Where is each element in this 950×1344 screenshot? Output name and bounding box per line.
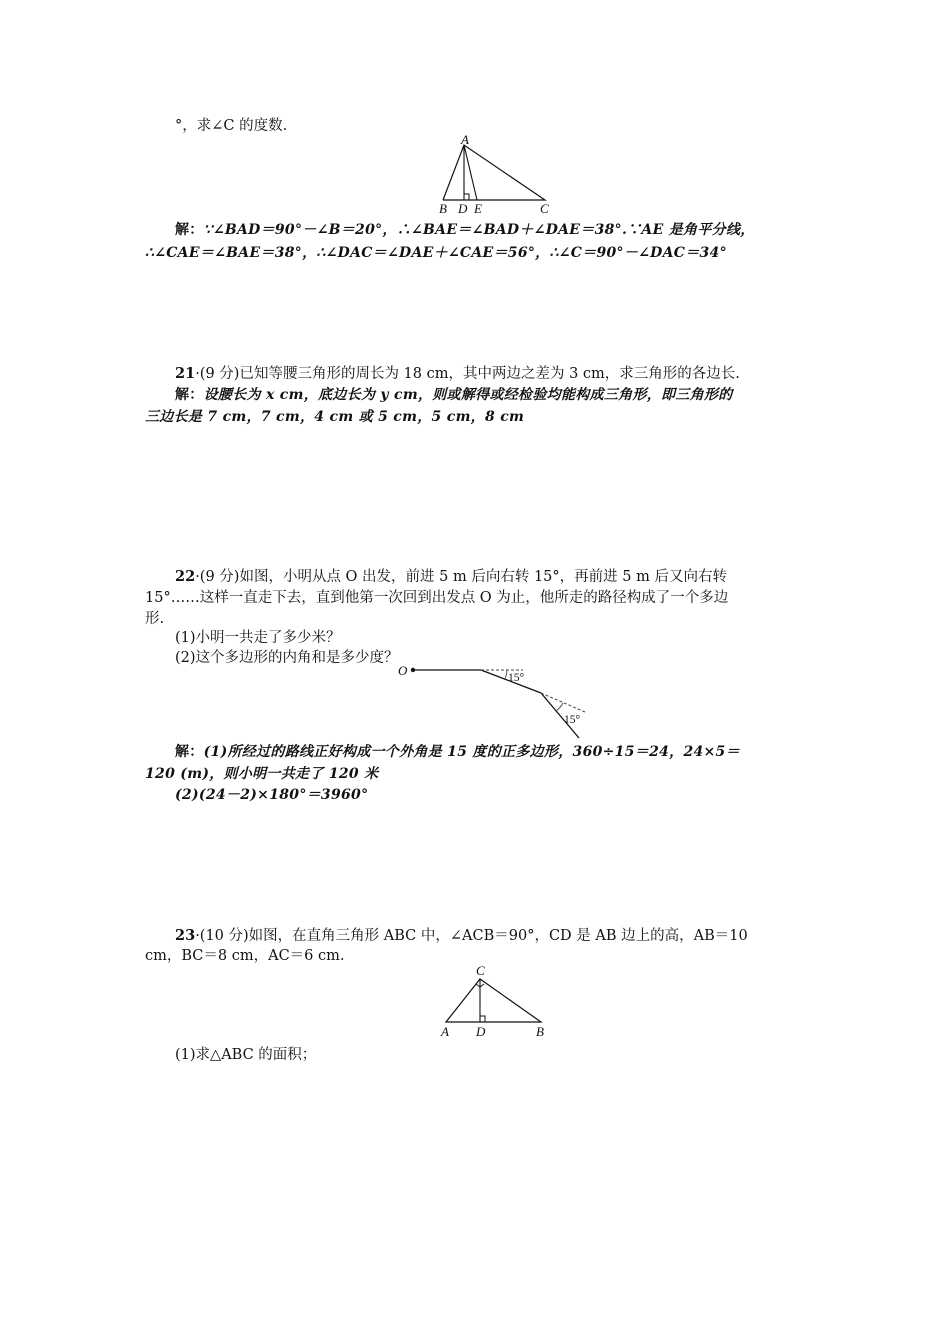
q20-label-d: D [458,201,468,216]
q22-stem-line2: 15°……这样一直走下去，直到他第一次回到出发点 O 为止，他所走的路径构成了一个多边 [145,590,729,606]
q23-label-d: D [476,1024,486,1039]
q23-label-b: B [536,1024,544,1039]
q20-solution-prefix: 解： [175,222,204,238]
q22-path-figure [393,660,593,742]
q20-solution-text1: ∵∠BAD＝90°－∠B＝20°，∴∠BAE＝∠BAD＋∠DAE＝38°.∵AE 是角平分线， [203,222,755,238]
q23-subquestion-1: (1)求△ABC 的面积； [175,1047,317,1063]
q22-number: 22 [175,568,196,585]
q21-stem-text: ·(9 分)已知等腰三角形的周长为 18 cm，其中两边之差为 3 cm，求三角形的各边长. [195,366,740,382]
q23-stem-text1: ·(10 分)如图，在直角三角形 ABC 中，∠ACB＝90°，CD 是 AB 边上的高，AB＝10 [195,928,748,944]
q22-subquestion-1: (1)小明一共走了多少米？ [175,630,341,646]
q21-number: 21 [175,365,196,382]
q20-triangle-figure [430,135,560,217]
q20-stem-tail: °，求∠C 的度数. [175,118,288,134]
q22-stem-text1: ·(9 分)如图，小明从点 O 出发，前进 5 m 后向右转 15°，再前进 5 m 后又向右转 [195,569,727,585]
q20-label-e: E [474,201,482,216]
q20-solution-line2: ∴∠CAE＝∠BAE＝38°，∴∠DAC＝∠DAE＋∠CAE＝56°，∴∠C＝90°－∠DAC＝34° [145,245,727,261]
q21-solution-text1: 设腰长为 x cm，底边长为 y cm，则或解得或经检验均能构成三角形，即三角形的 [203,387,733,403]
q22-label-o: O [398,663,408,678]
q22-stem-line1 [175,567,840,587]
q21-stem [175,364,840,384]
q23-stem-line1 [175,926,840,946]
q22-angle-label-2: 15° [564,714,581,726]
q23-label-a: A [441,1024,449,1039]
q22-stem-line3: 形. [145,611,165,627]
q20-solution-line1 [175,220,840,240]
q22-subquestion-2: (2)这个多边形的内角和是多少度？ [175,650,399,666]
q23-right-triangle-figure [436,962,551,1042]
q22-solution-text1: (1)所经过的路线正好构成一个外角是 15 度的正多边形，360÷15＝24，24×5＝ [203,744,740,760]
q22-solution-line2: 120 (m)，则小明一共走了 120 米 [145,766,379,782]
q22-angle-label-1: 15° [508,672,525,684]
q22-solution-line1 [175,742,840,762]
q22-solution-prefix: 解： [175,744,204,760]
q21-solution-prefix: 解： [175,387,204,403]
q22-solution-line3: (2)(24－2)×180°＝3960° [175,787,369,803]
q23-label-c: C [476,963,485,978]
q21-solution-line1 [175,385,840,405]
q23-stem-line2: cm，BC＝8 cm，AC＝6 cm. [145,948,345,964]
q20-label-c: C [540,201,549,216]
q23-number: 23 [175,927,196,944]
q21-solution-line2: 三边长是 7 cm，7 cm，4 cm 或 5 cm，5 cm，8 cm [145,409,525,425]
q20-label-b: B [439,201,447,216]
q20-label-a: A [461,135,469,147]
